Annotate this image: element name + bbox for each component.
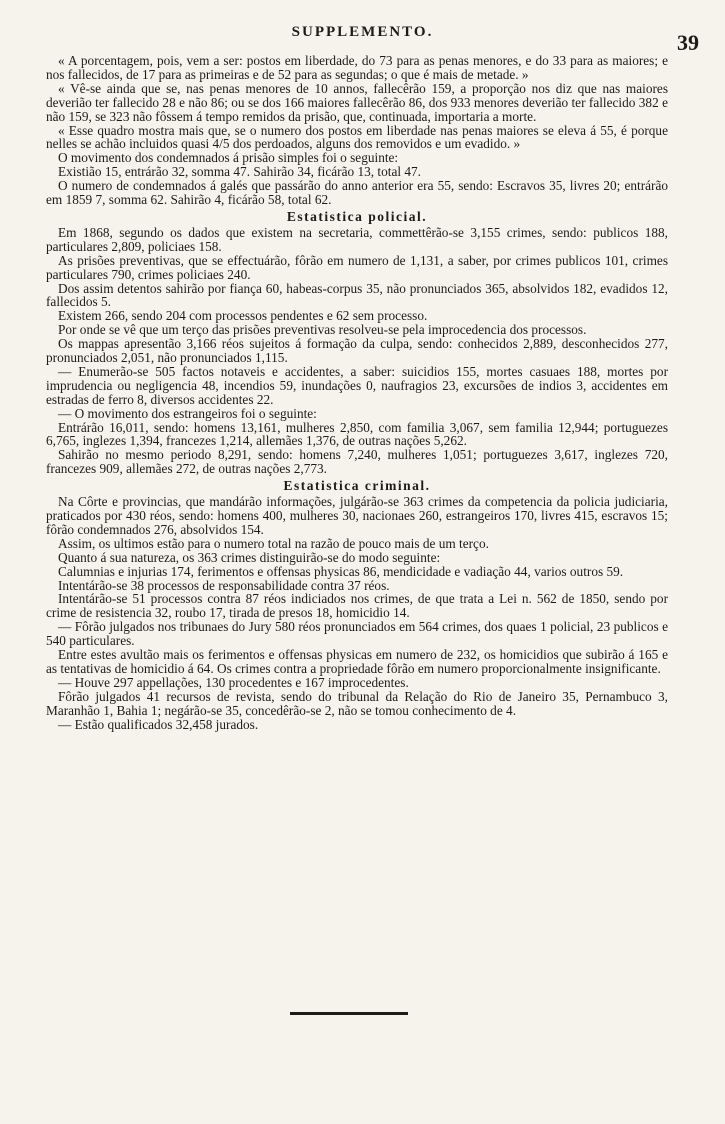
body-text [46, 54, 668, 732]
criminal-paragraph: Fôrão julgados 41 recursos de revista, sendo do tribunal da Relação do Rio de Janeiro 35, Pernambuco 3, Maranhão 1, Bahia 1; negárão-se 35, concedêrão-se 2, não se tomou conhecimento de 4. [46, 688, 668, 718]
criminal-paragraph: — Fôrão julgados nos tribunaes do Jury 580 réos pronunciados em 564 crimes, dos quaes 1 policial, 23 publicos e 540 particulares. [46, 619, 668, 649]
closing-rule [290, 1012, 408, 1015]
criminal-paragraph: Assim, os ultimos estão para o numero total na razão de pouco mais de um terço. [58, 535, 489, 551]
policial-paragraph: Os mappas apresentão 3,166 réos sujeitos á formação da culpa, sendo: conhecidos 2,889, desconhecidos 277, pronunciados 2,051, não pronunciados 1,115. [46, 336, 668, 366]
intro-paragraph: « Vê-se ainda que se, nas penas menores de 10 annos, fallecêrão 159, a proporção nos diz que nas maiores deverião ter fallecido 28 e não 86; ou se dos 166 maiores fallecêrão 86, dos 933 menores deverião ter fallecido 382 e não 159, se 323 não fôssem á tempo remidos da prisão, que, continuada, importaria a morte. [46, 80, 668, 124]
criminal-paragraph: Calumnias e injurias 174, ferimentos e offensas physicas 86, mendicidade e vadiação 44, varios outros 59. [58, 563, 624, 579]
section-heading-policial: Estatistica policial. [286, 208, 428, 224]
policial-paragraph: Existem 266, sendo 204 com processos pendentes e 62 sem processo. [58, 308, 428, 324]
policial-paragraph: Em 1868, segundo os dados que existem na secretaria, commettêrão-se 3,155 crimes, sendo: publicos 188, particulares 2,809, policiaes 158. [46, 224, 668, 254]
intro-paragraph: « Esse quadro mostra mais que, se o numero dos postos em liberdade nas penas maiores se eleva á 55, é porque nelles se achão incluidos quasi 4/5 dos perdoados, alguns dos removidos e um evadido. » [46, 122, 668, 152]
policial-paragraph: Por onde se vê que um terço das prisões preventivas resolveu-se pela improcedencia dos processos. [58, 322, 587, 338]
policial-paragraph: Dos assim detentos sahirão por fiança 60, habeas-corpus 35, não pronunciados 365, absolvidos 182, evadidos 12, fallecidos 5. [46, 280, 668, 310]
criminal-paragraph: — Estão qualificados 32,458 jurados. [58, 716, 259, 732]
running-head: SUPPLEMENTO. [291, 24, 434, 40]
policial-paragraph: — Enumerão-se 505 factos notaveis e accidentes, a saber: suicidios 155, mortes casuaes 188, mortes por imprudencia ou negligencia 48, incendios 59, inundações 0, naufragios 23, excursões de indios 3, accidentes em estradas de ferro 8, diversos accidentes 22. [46, 363, 668, 407]
policial-paragraph: Entrárão 16,011, sendo: homens 13,161, mulheres 2,850, com familia 3,067, sem familia 12,944; portuguezes 6,765, inglezes 1,394, francezes 1,214, allemães 1,376, de outras nações 5,262. [46, 419, 668, 449]
policial-paragraph: As prisões preventivas, que se effectuárão, fôrão em numero de 1,131, a saber, por crimes publicos 101, crimes particulares 790, crimes policiaes 240. [46, 252, 668, 282]
intro-paragraph: Existião 15, entrárão 32, somma 47. Sahirão 34, ficárão 13, total 47. [58, 164, 421, 180]
criminal-paragraph: — Houve 297 appellações, 130 procedentes e 167 improcedentes. [58, 674, 409, 690]
policial-paragraph: — O movimento dos estrangeiros foi o seguinte: [58, 405, 317, 421]
policial-paragraph: Sahirão no mesmo periodo 8,291, sendo: homens 7,240, mulheres 1,051; portuguezes 3,617, inglezes 720, francezes 909, allemães 272, de outras nações 2,773. [46, 447, 668, 477]
section-heading-criminal: Estatistica criminal. [283, 478, 431, 494]
intro-paragraph: O movimento dos condemnados á prisão simples foi o seguinte: [58, 150, 399, 166]
criminal-paragraph: Intentárão-se 51 processos contra 87 réos indiciados nos crimes, de que trata a Lei n. 562 de 1850, sendo por crime de resistencia 32, roubo 17, tirada de presos 18, homicidio 14. [46, 591, 668, 621]
intro-paragraph: « A porcentagem, pois, vem a ser: postos em liberdade, do 73 para as penas menores, e do 33 para as maiores; e nos fallecidos, de 17 para as primeiras e de 52 para as segundas; o que é mais de metade. » [46, 53, 668, 82]
criminal-paragraph: Quanto á sua natureza, os 363 crimes distinguirão-se do modo seguinte: [58, 549, 441, 565]
page-number: 39 [677, 30, 699, 55]
criminal-paragraph: Na Côrte e provincias, que mandárão informações, julgárão-se 363 crimes da competencia da policia judiciaria, praticados por 430 réos, sendo: homens 400, mulheres 30, nacionaes 260, estrangeiros 170, livres 415, escravos 15; fôrão condemnados 276, absolvidos 154. [46, 494, 668, 537]
criminal-paragraph: Entre estes avultão mais os ferimentos e offensas physicas em numero de 232, os homicidios que subirão á 165 e as tentativas de homicidio á 64. Os crimes contra a propriedade fôrão em numero proporcionalmente insignificante. [46, 647, 668, 676]
intro-paragraph: O numero de condemnados á galés que passárão do anno anterior era 55, sendo: Escravos 35, livres 20; entrárão em 1859 7, somma 62. Sahirão 4, ficárão 58, total 62. [46, 178, 668, 208]
criminal-paragraph: Intentárão-se 38 processos de responsabilidade contra 37 réos. [58, 577, 390, 593]
